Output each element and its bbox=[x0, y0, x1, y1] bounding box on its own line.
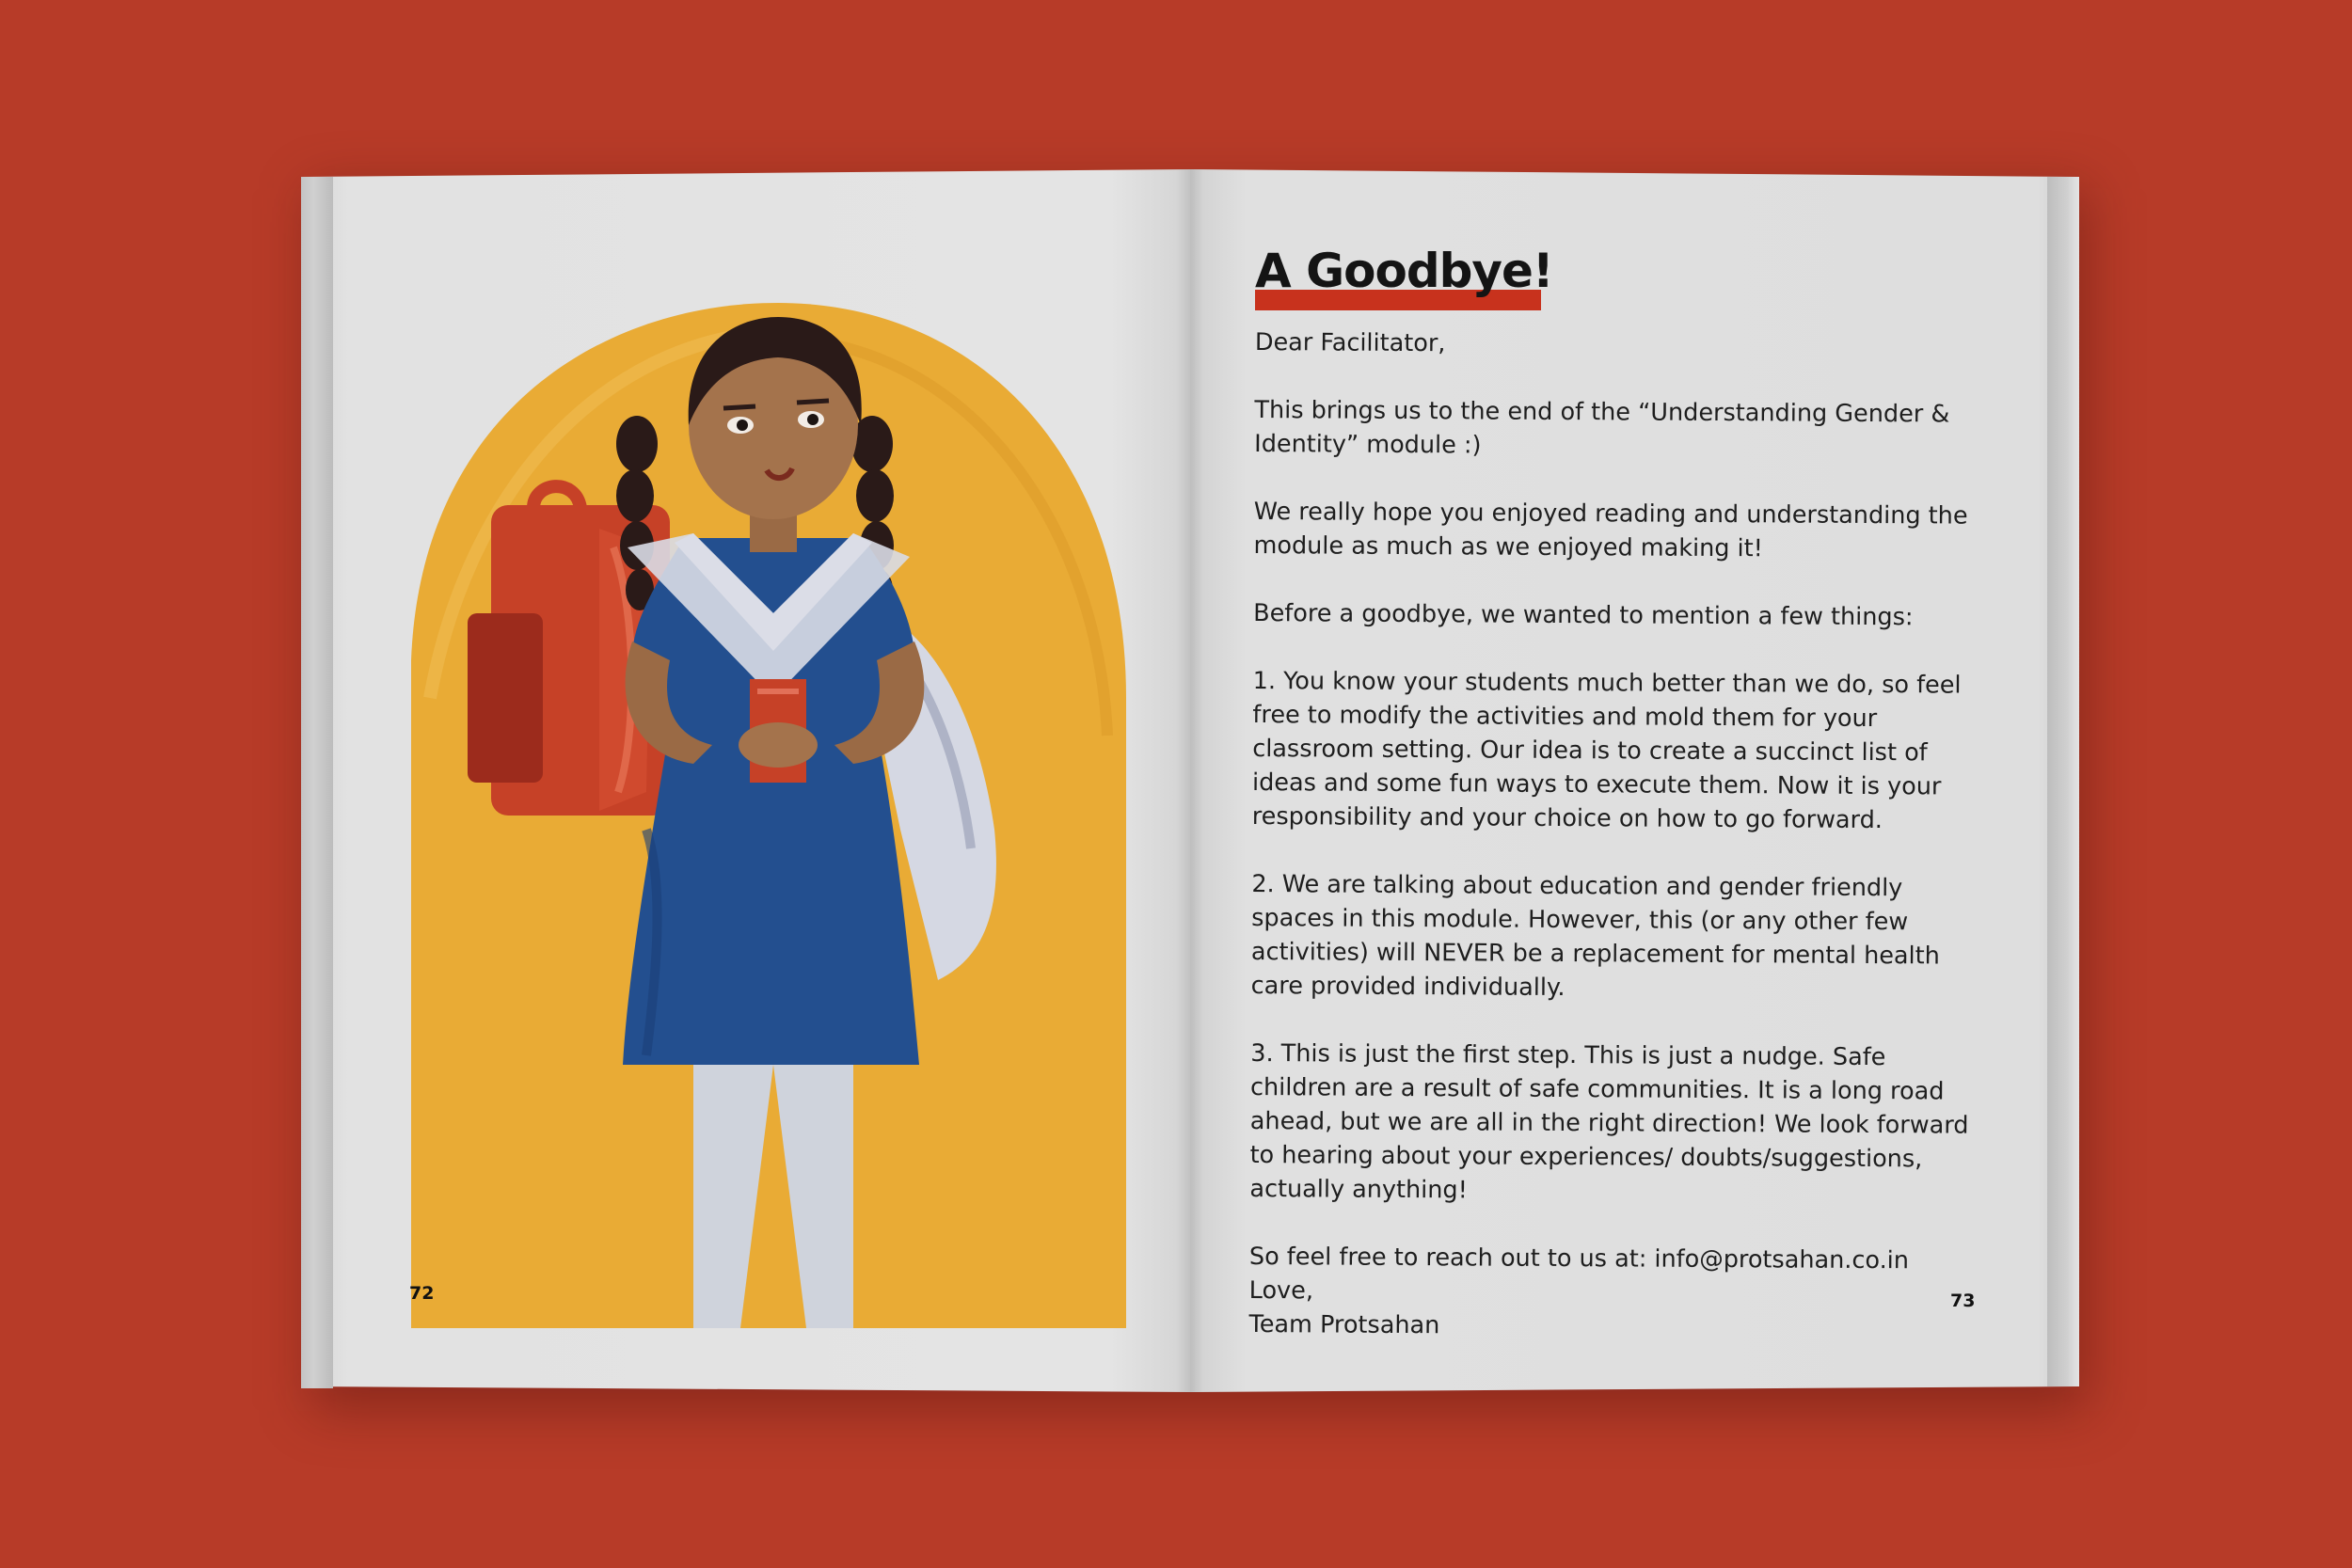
paragraph-before: Before a goodbye, we wanted to mention a few things: bbox=[1253, 598, 1914, 632]
right-page-edge bbox=[2047, 177, 2079, 1386]
paragraph-intro: This brings us to the end of the “Understanding Gender & Identity” module :) bbox=[1254, 395, 1950, 460]
page-number-right: 73 bbox=[1950, 1291, 1976, 1311]
signoff: Love, bbox=[1248, 1275, 1314, 1306]
girl-illustration bbox=[411, 303, 1126, 1328]
point-two: 2. We are talking about education and gender friendly spaces in this module. However, this (or any other few activities) will NEVER be a replacement for mental health care provided individually. bbox=[1250, 869, 1940, 1003]
greeting: Dear Facilitator, bbox=[1254, 327, 1446, 358]
point-one: 1. You know your students much better than we do, so feel free to modify the activities and mold them for your classroom setting. Our idea is to create a succinct list of ideas and some fun ways to execute them. Now it is your responsibility and your choice on how to go forward. bbox=[1251, 666, 1962, 835]
letter-body bbox=[1248, 325, 1979, 1346]
page-title: A Goodbye! bbox=[1255, 244, 1553, 298]
paragraph-hope: We really hope you enjoyed reading and understanding the module as much as we enjoyed making it! bbox=[1253, 497, 1968, 563]
page-number-left: 72 bbox=[409, 1283, 435, 1304]
point-three: 3. This is just the first step. This is just a nudge. Safe children are a result of safe communities. It is a long road ahead, but we are all in the right direction! We look forward to hearing about your experiences/ doubts/suggestions, actually anything! bbox=[1249, 1038, 1969, 1205]
signature: Team Protsahan bbox=[1248, 1309, 1440, 1340]
contact-line: So feel free to reach out to us at: info@protsahan.co.in bbox=[1248, 1242, 1910, 1275]
left-page-edge bbox=[301, 177, 333, 1388]
heading-block bbox=[1255, 243, 1553, 299]
